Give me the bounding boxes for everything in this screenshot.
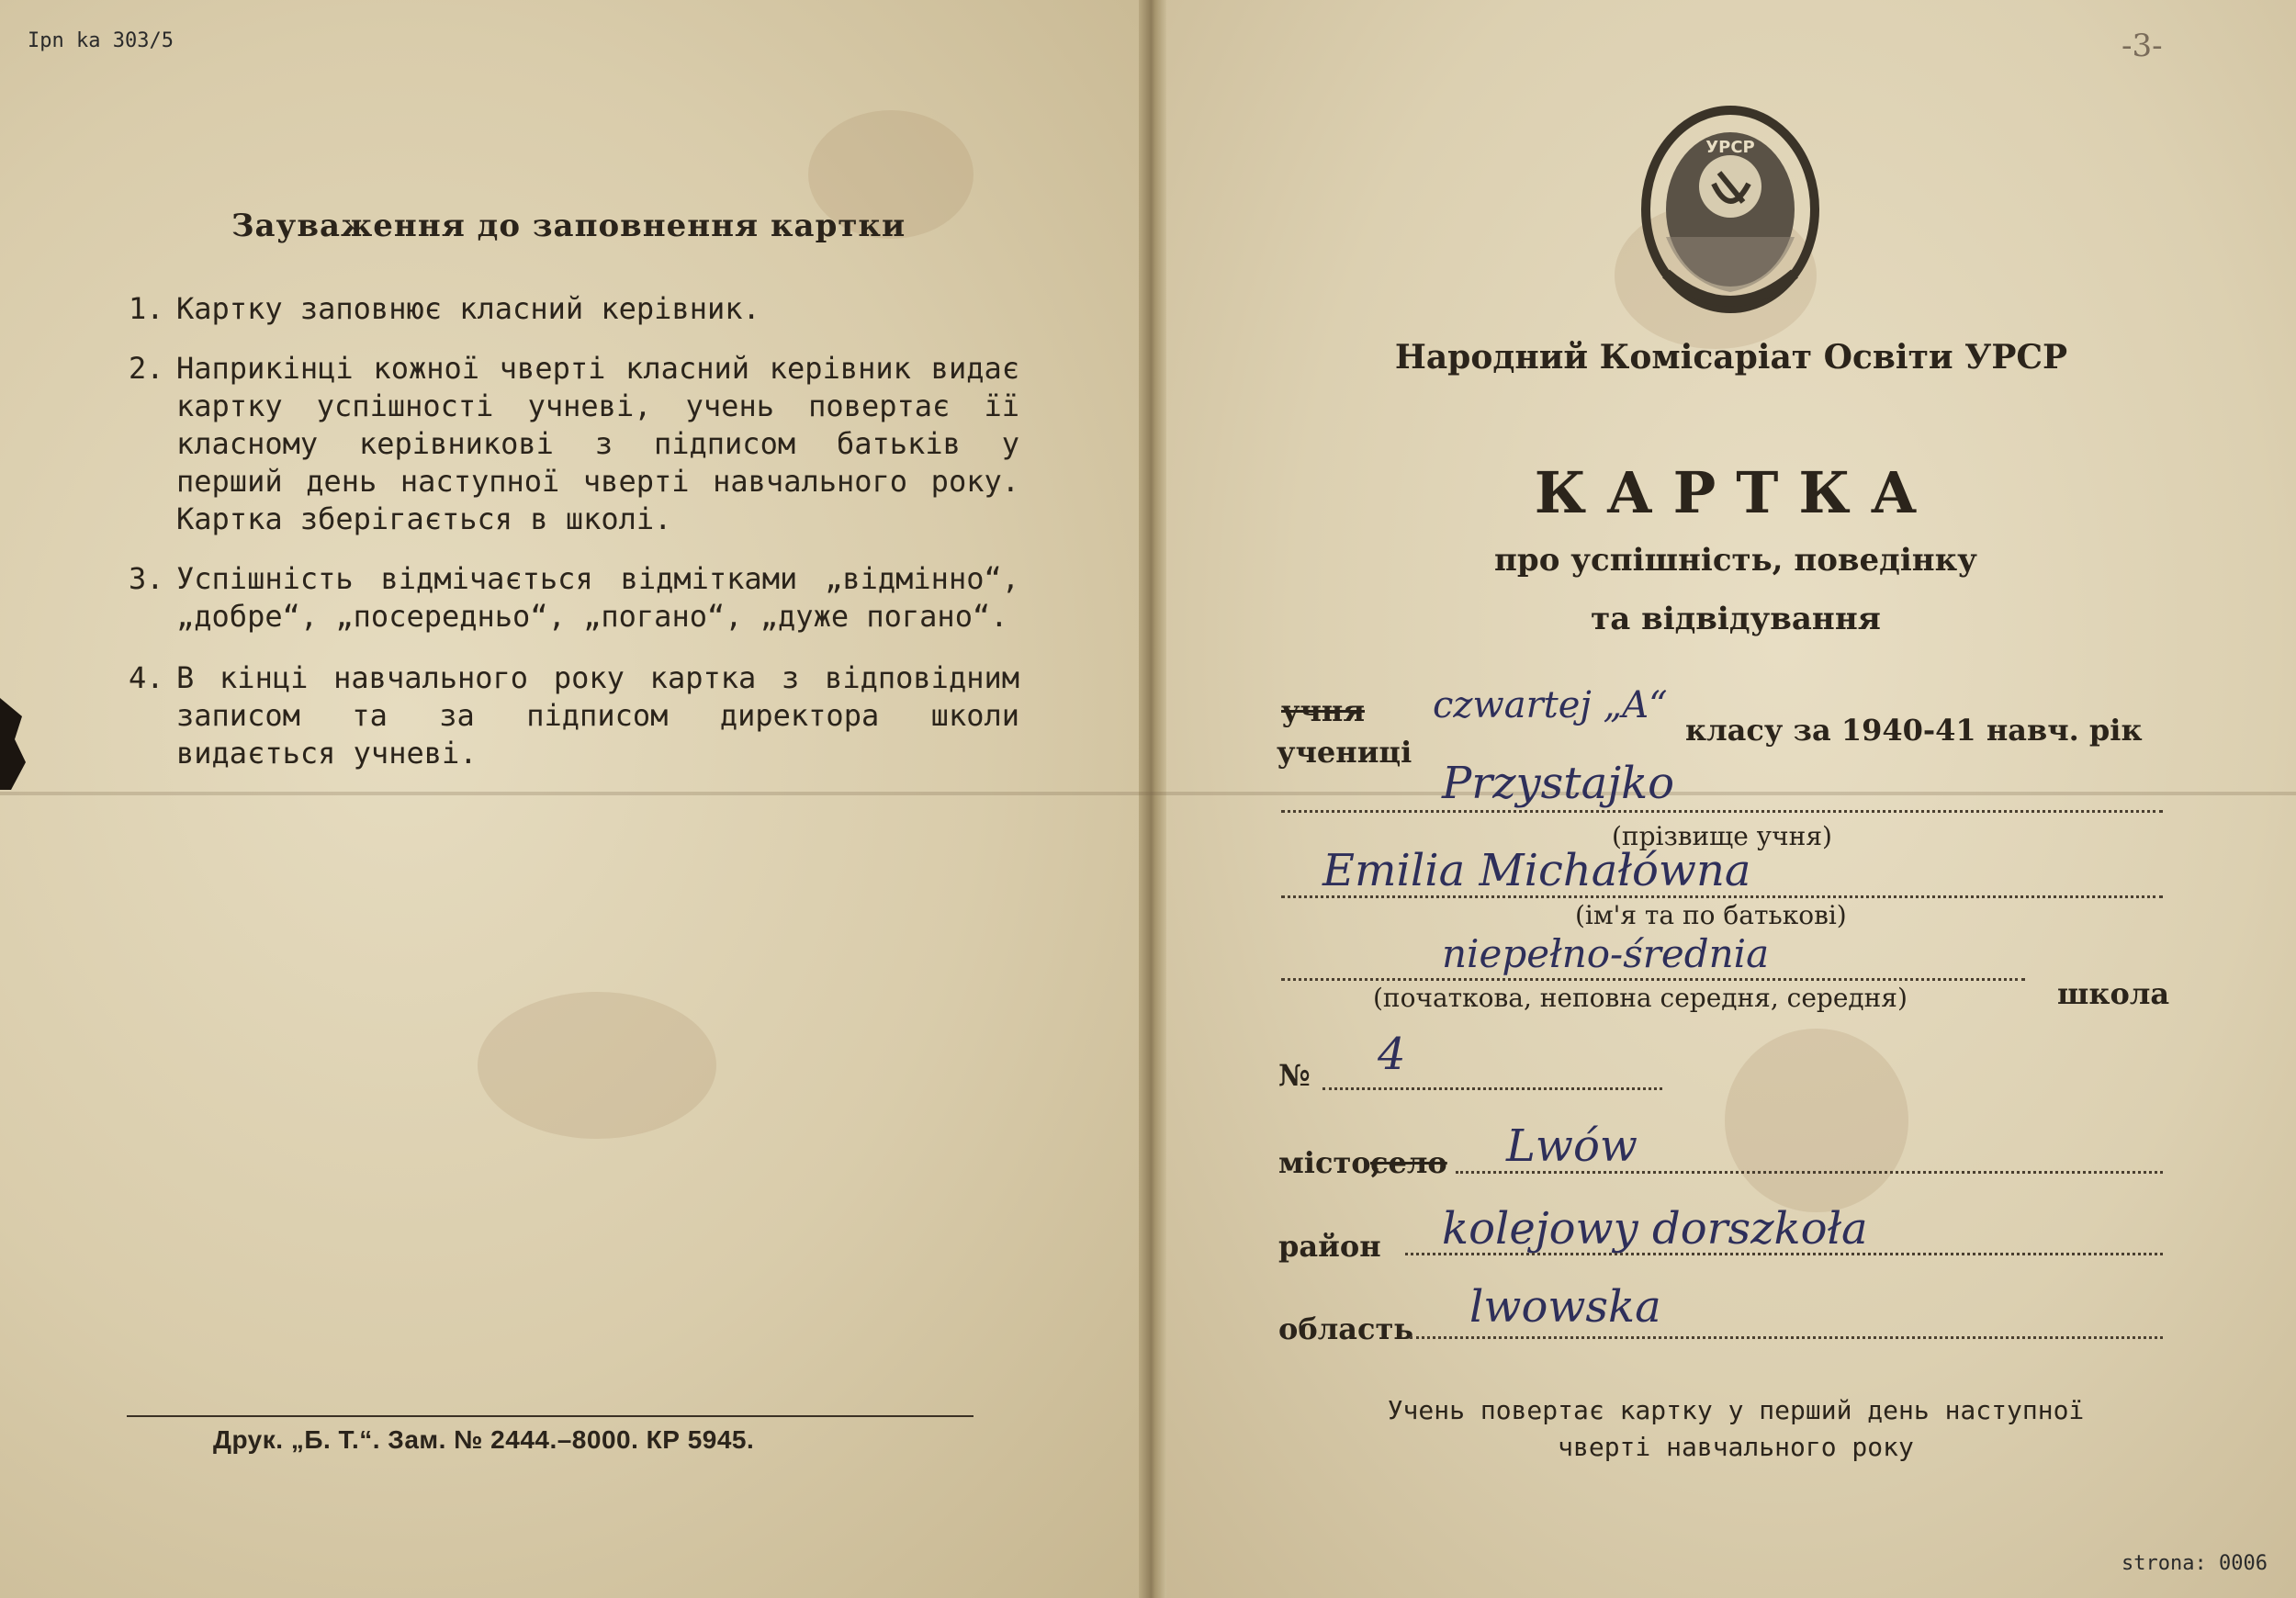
region-value: lwowska: [1469, 1281, 1661, 1333]
note-text: Наприкінці кожної чверті класний керівник видає картку успішності учневі, учень повертає її класному керівникові з підписом батьків у перший день наступної чверті навчального року. Картка зберігається в школі.: [176, 351, 1019, 536]
return-instructions: [1341, 1392, 2131, 1466]
card-title: КАРТКА: [1534, 459, 1938, 526]
note-text: В кінці навчального року картка з відповідним записом та за підписом директора школи видається учневі.: [176, 660, 1019, 771]
note-text: Картку заповнює класний керівник.: [176, 291, 760, 326]
note-text: Успішність відмічається відмітками „відмінно“, „добре“, „посередньо“, „погано“, „дуже погано“.: [176, 561, 1019, 634]
school-label: школа: [2057, 976, 2170, 1011]
dotted-line: [1281, 810, 2163, 813]
surname-value: Przystajko: [1442, 758, 1675, 809]
card-subtitle-2: та відвідування: [1591, 601, 1881, 637]
school-number-value: 4: [1378, 1029, 1406, 1080]
dotted-line: [1456, 1171, 2163, 1174]
print-divider: [127, 1415, 974, 1417]
city-label: місто,: [1278, 1145, 1381, 1180]
print-info: Друк. „Б. Т.“. Зам. № 2444.–8000. КР 5945.: [213, 1425, 755, 1454]
village-label: село: [1370, 1145, 1447, 1180]
issuer-header: Народний Комісаріат Освіти УРСР: [1394, 338, 2068, 377]
district-label: район: [1278, 1229, 1381, 1264]
return-instructions-line-1: Учень повертає картку у перший день наступної: [1387, 1395, 2085, 1425]
dotted-line: [1281, 978, 2025, 981]
note-number: 1.: [129, 291, 164, 326]
emblem-text: УРСР: [1705, 138, 1755, 157]
class-year-label: класу за 1940-41 навч. рік: [1685, 713, 2143, 748]
horizontal-fold: [0, 792, 2296, 795]
school-type-value: niepełno-średnia: [1442, 931, 1770, 976]
dotted-line: [1410, 1336, 2163, 1339]
note-item: [129, 659, 1019, 772]
note-item: [129, 560, 1019, 636]
book-spine: [1139, 0, 1166, 1598]
school-number-label: №: [1278, 1058, 1311, 1093]
stain: [478, 992, 716, 1139]
page-label: strona: 0006: [2122, 1552, 2268, 1575]
dotted-line: [1322, 1087, 1662, 1090]
return-instructions-line-2: чверті навчального року: [1558, 1432, 1914, 1462]
district-value: kolejowy dorszkoła: [1442, 1203, 1868, 1255]
ussr-coat-of-arms-emblem: [1629, 99, 1831, 329]
notes-title: Зауваження до заповнення картки: [231, 208, 906, 244]
class-value: czwartej „A“: [1433, 684, 1668, 726]
note-number: 2.: [129, 351, 164, 386]
school-type-caption: (початкова, неповна середня, середня): [1373, 983, 1908, 1013]
pupil-male-label: учня: [1281, 693, 1365, 728]
surname-caption: (прізвище учня): [1612, 821, 1832, 851]
city-value: Lwów: [1506, 1120, 1638, 1172]
note-item: [129, 350, 1019, 538]
dotted-line: [1405, 1253, 2163, 1255]
card-subtitle-1: про успішність, поведінку: [1494, 542, 1977, 579]
archive-reference: Ipn ka 303/5: [28, 29, 174, 52]
pupil-female-label: учениці: [1277, 735, 1412, 770]
note-number: 4.: [129, 660, 164, 695]
region-label: область: [1278, 1311, 1414, 1346]
name-value: Emilia Michałówna: [1322, 845, 1751, 896]
handwritten-page-number: -3-: [2122, 28, 2163, 64]
note-item: [129, 290, 1019, 328]
stain: [1725, 1029, 1908, 1212]
name-caption: (ім'я та по батькові): [1575, 900, 1847, 930]
dotted-line: [1281, 895, 2163, 898]
note-number: 3.: [129, 561, 164, 596]
